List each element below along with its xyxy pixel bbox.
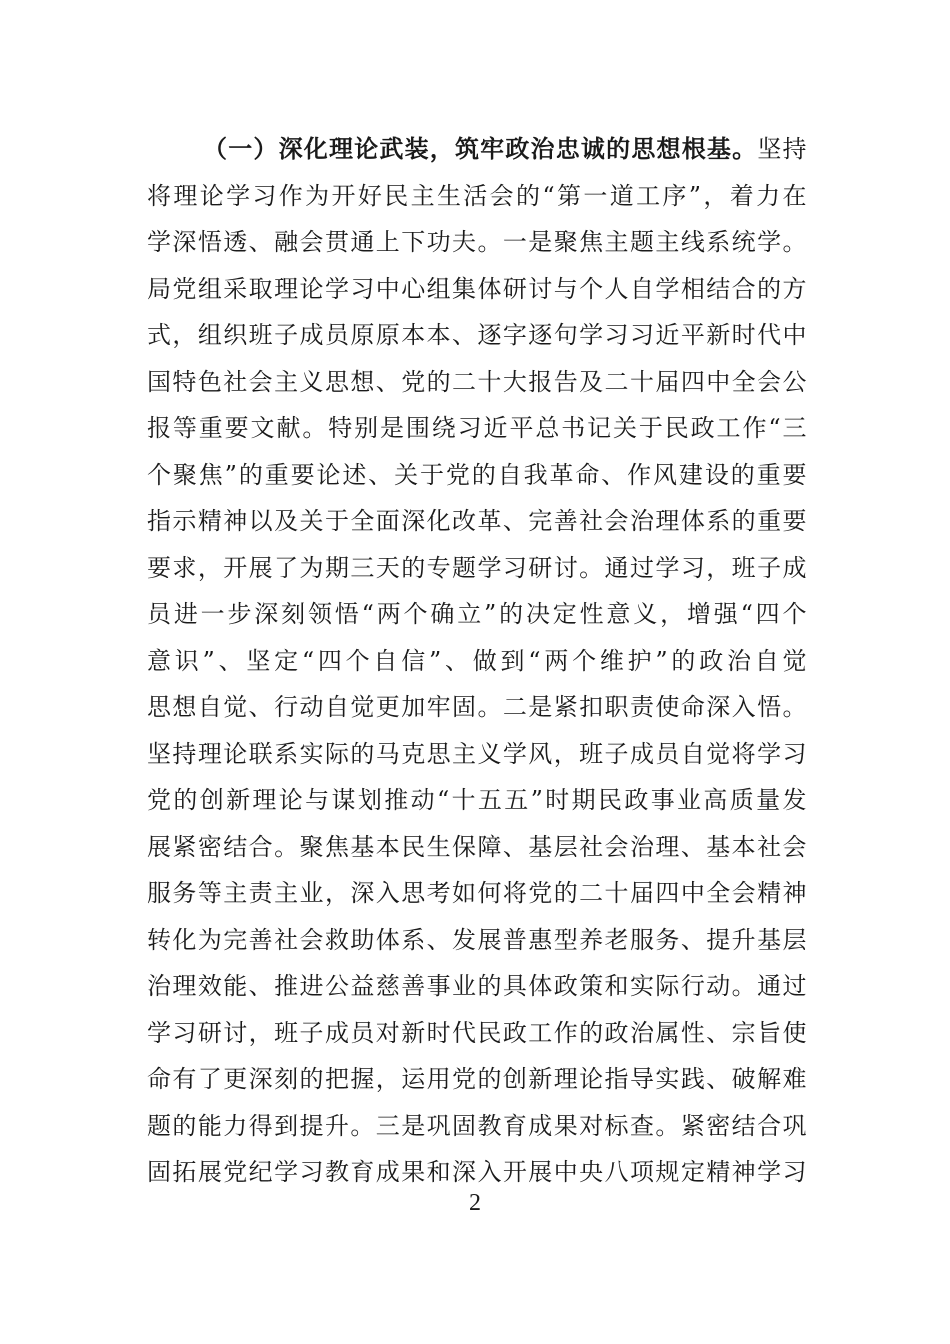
paragraph-line: 治理效能、推进公益慈善事业的具体政策和实际行动。通过	[147, 972, 807, 1000]
paragraph-line: 指示精神以及关于全面深化改革、完善社会治理体系的重要	[147, 507, 807, 535]
paragraph-line: 学习研讨，班子成员对新时代民政工作的政治属性、宗旨使	[147, 1018, 807, 1047]
paragraph-line-1	[147, 126, 807, 173]
paragraph-line: 坚持理论联系实际的马克思主义学风，班子成员自觉将学习	[147, 739, 807, 768]
paragraph-line: 国特色社会主义思想、党的二十大报告及二十届四中全会公	[147, 367, 807, 396]
body-paragraph	[147, 126, 807, 1196]
paragraph-line: 党的创新理论与谋划推动“十五五”时期民政事业高质量发	[147, 786, 807, 814]
paragraph-line: 报等重要文献。特别是围绕习近平总书记关于民政工作“三	[147, 414, 807, 442]
paragraph-line: 固拓展党纪学习教育成果和深入开展中央八项规定精神学习	[147, 1158, 807, 1186]
paragraph-line: 命有了更深刻的把握，运用党的创新理论指导实践、破解难	[147, 1065, 807, 1093]
paragraph-line: 要求，开展了为期三天的专题学习研讨。通过学习，班子成	[147, 553, 807, 582]
paragraph-line: 个聚焦”的重要论述、关于党的自我革命、作风建设的重要	[147, 460, 807, 489]
paragraph-line: 员进一步深刻领悟“两个确立”的决定性意义，增强“四个	[147, 600, 807, 628]
paragraph-text: 坚持	[757, 135, 808, 163]
paragraph-line: 题的能力得到提升。三是巩固教育成果对标查。紧密结合巩	[147, 1111, 807, 1140]
paragraph-line: 服务等主责主业，深入思考如何将党的二十届四中全会精神	[147, 879, 807, 907]
paragraph-line: 展紧密结合。聚焦基本民生保障、基层社会治理、基本社会	[147, 832, 807, 861]
paragraph-line: 学深悟透、融会贯通上下功夫。一是聚焦主题主线系统学。	[147, 228, 807, 256]
paragraph-line: 将理论学习作为开好民主生活会的“第一道工序”，着力在	[147, 181, 807, 210]
page-number: 2	[469, 1190, 481, 1216]
paragraph-line: 转化为完善社会救助体系、发展普惠型养老服务、提升基层	[147, 925, 807, 954]
paragraph-line: 局党组采取理论学习中心组集体研讨与个人自学相结合的方	[147, 274, 807, 303]
section-heading: （一）深化理论武装，筑牢政治忠诚的思想根基。	[203, 134, 758, 163]
paragraph-line: 思想自觉、行动自觉更加牢固。二是紧扣职责使命深入悟。	[147, 693, 807, 721]
paragraph-line: 意识”、坚定“四个自信”、做到“两个维护”的政治自觉	[147, 646, 807, 675]
paragraph-line: 式，组织班子成员原原本本、逐字逐句学习习近平新时代中	[147, 321, 807, 349]
